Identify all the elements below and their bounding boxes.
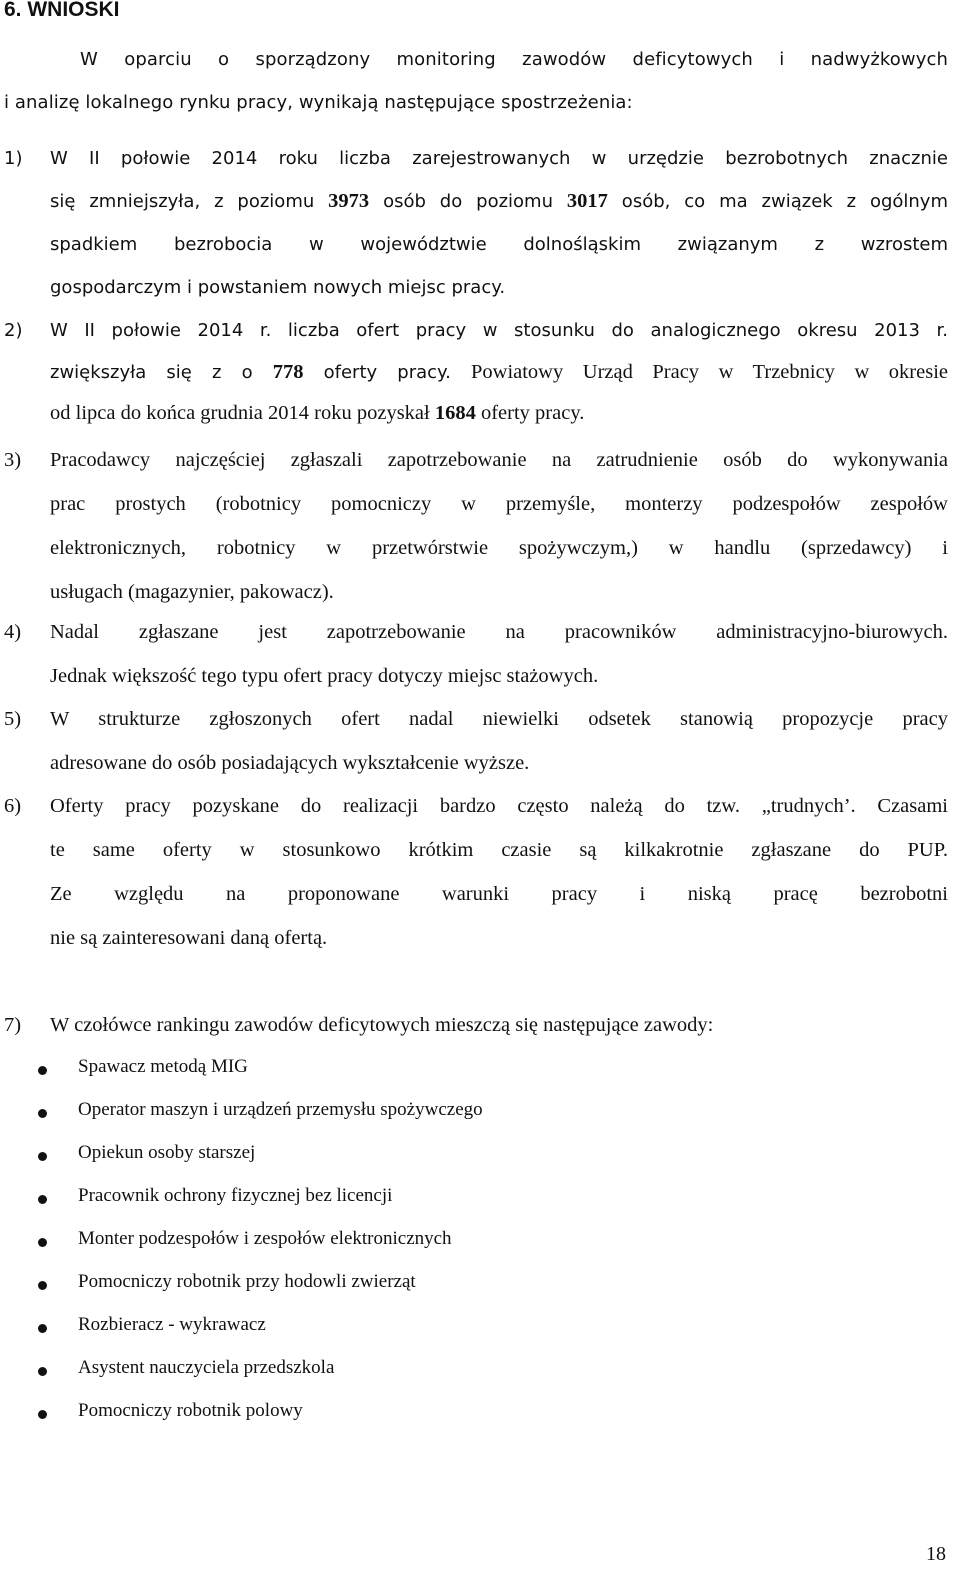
item-line: W II połowie 2014 roku liczba zarejestrowanych w urzędzie bezrobotnych znacznie (50, 148, 948, 169)
bullet-icon (38, 1410, 47, 1419)
intro-line: i analizę lokalnego rynku pracy, wynikają następujące spostrzeżenia: (4, 92, 633, 113)
intro-line: W oparciu o sporządzony monitoring zawodów deficytowych i nadwyżkowych (80, 49, 948, 70)
count-value: 3017 (566, 190, 608, 212)
item-line: Nadal zgłaszane jest zapotrzebowanie na pracowników administracyjno-biurowych. (50, 621, 948, 643)
item-line: od lipca do końca grudnia 2014 roku pozyskał 1684 oferty pracy. (50, 402, 585, 424)
item-number: 7) (4, 1014, 22, 1036)
item-line: Jednak większość tego typu ofert pracy dotyczy miejsc stażowych. (50, 665, 599, 687)
item-line: się zmniejszyła, z poziomu 3973 osób do poziomu 3017 osób, co ma związek z ogólnym (50, 190, 948, 212)
item-line: elektronicznych, robotnicy w przetwórstwie spożywczym,) w handlu (sprzedawcy) i (50, 537, 948, 559)
section-heading: 6. WNIOSKI (4, 0, 120, 21)
bullet-icon (38, 1066, 47, 1075)
item-line: te same oferty w stosunkowo krótkim czasie są kilkakrotnie zgłaszane do PUP. (50, 839, 948, 861)
item-number: 2) (4, 320, 23, 341)
item-line: Ze względu na proponowane warunki pracy i niską pracę bezrobotni (50, 883, 948, 905)
conclusion-item-6 (4, 784, 948, 960)
bullet-icon (38, 1109, 47, 1118)
count-value: 3973 (328, 190, 370, 212)
item-number: 5) (4, 708, 22, 730)
intro-paragraph (4, 38, 948, 124)
item-line: adresowane do osób posiadających wykształcenie wyższe. (50, 752, 530, 774)
item-line: zwiększyła się z o 778 oferty pracy. Powiatowy Urząd Pracy w Trzebnicy w okresie (50, 361, 949, 383)
item-number: 3) (4, 449, 22, 471)
page-number: 18 (926, 1543, 946, 1565)
item-line: nie są zainteresowani daną ofertą. (50, 927, 328, 949)
item-line: W II połowie 2014 r. liczba ofert pracy w stosunku do analogicznego okresu 2013 r. (50, 320, 948, 341)
conclusion-item-4 (4, 610, 948, 698)
item-number: 1) (4, 148, 23, 169)
bullet-icon (38, 1152, 47, 1161)
conclusion-item-2 (4, 310, 948, 434)
bullet-icon (38, 1195, 47, 1204)
item-line: prac prostych (robotnicy pomocniczy w przemyśle, monterzy podzespołów zespołów (50, 493, 948, 515)
conclusion-item-7 (4, 1003, 948, 1047)
bullet-icon (38, 1281, 47, 1290)
item-line: Pracodawcy najczęściej zgłaszali zapotrzebowanie na zatrudnienie osób do wykonywania (50, 449, 948, 471)
item-line: Oferty pracy pozyskane do realizacji bardzo często należą do tzw. „trudnych’. Czasami (50, 795, 948, 817)
count-value: 1684 (434, 402, 476, 424)
item-line: W czołówce rankingu zawodów deficytowych mieszczą się następujące zawody: (50, 1014, 714, 1036)
bullet-icon (38, 1367, 47, 1376)
count-value: 778 (272, 361, 304, 383)
item-number: 6) (4, 795, 22, 817)
item-line: usługach (magazynier, pakowacz). (50, 581, 334, 603)
bullet-icon (38, 1238, 47, 1247)
conclusion-item-5 (4, 697, 948, 785)
item-line: gospodarczym i powstaniem nowych miejsc pracy. (50, 277, 506, 298)
item-number: 4) (4, 621, 22, 643)
conclusion-item-1 (4, 137, 948, 309)
bullet-icon (38, 1324, 47, 1333)
item-line: spadkiem bezrobocia w województwie dolnośląskim związanym z wzrostem (50, 234, 948, 255)
conclusion-item-3 (4, 438, 948, 614)
item-line: W strukturze zgłoszonych ofert nadal niewielki odsetek stanowią propozycje pracy (50, 708, 948, 730)
